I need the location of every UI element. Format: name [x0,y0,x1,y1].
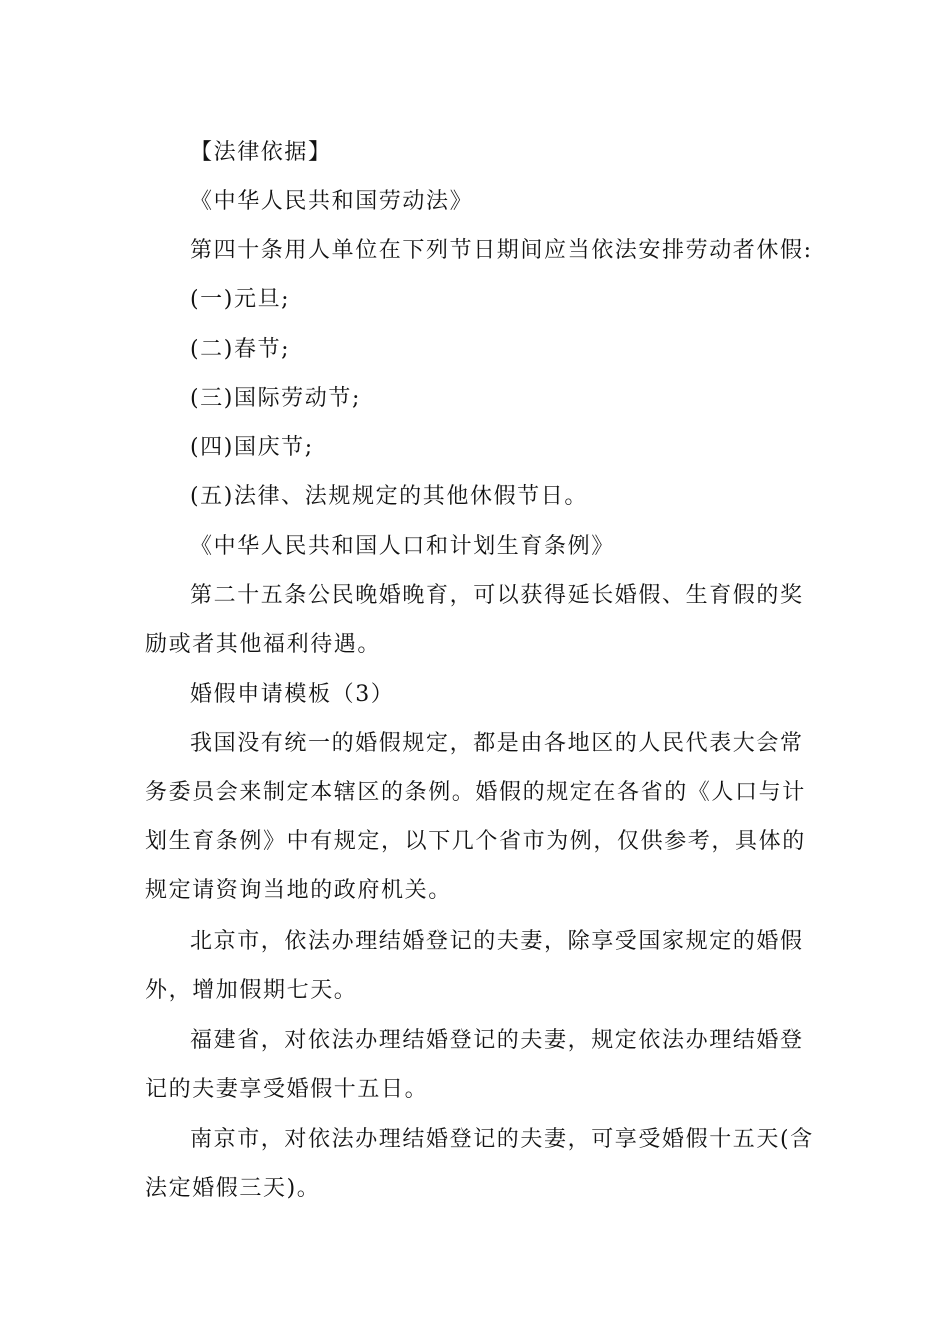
beijing-rule: 北京市，依法办理结婚登记的夫妻，除享受国家规定的婚假外，增加假期七天。 [145,929,804,1003]
fujian-rule: 福建省，对依法办理结婚登记的夫妻，规定依法办理结婚登记的夫妻享受婚假十五日。 [145,1028,804,1102]
law-title-population-regulation: 《中华人民共和国人口和计划生育条例》 [190,534,615,559]
holiday-item-5: (五)法律、法规规定的其他休假节日。 [190,484,588,509]
nanjing-rule: 南京市，对依法办理结婚登记的夫妻，可享受婚假十五天(含法定婚假三天)。 [145,1127,814,1201]
law-title-labor-law: 《中华人民共和国劳动法》 [190,189,474,214]
holiday-item-3: (三)国际劳动节; [190,386,361,411]
section-title-marriage-leave-template: 婚假申请模板（3） [190,682,395,707]
article-40-text: 第四十条用人单位在下列节日期间应当依法安排劳动者休假: [190,238,813,263]
heading-legal-basis: 【法律依据】 [190,140,332,165]
marriage-leave-intro: 我国没有统一的婚假规定，都是由各地区的人民代表大会常务委员会来制定本辖区的条例。婚假的规定在各省的《人口与计划生育条例》中有规定，以下几个省市为例，仅供参考，具体的规定请资询当地的政府机关。 [145,731,806,903]
holiday-item-1: (一)元旦; [190,287,291,312]
article-25-text: 第二十五条公民晚婚晚育，可以获得延长婚假、生育假的奖励或者其他福利待遇。 [145,583,804,657]
holiday-item-2: (二)春节; [190,337,291,362]
holiday-item-4: (四)国庆节; [190,435,314,460]
